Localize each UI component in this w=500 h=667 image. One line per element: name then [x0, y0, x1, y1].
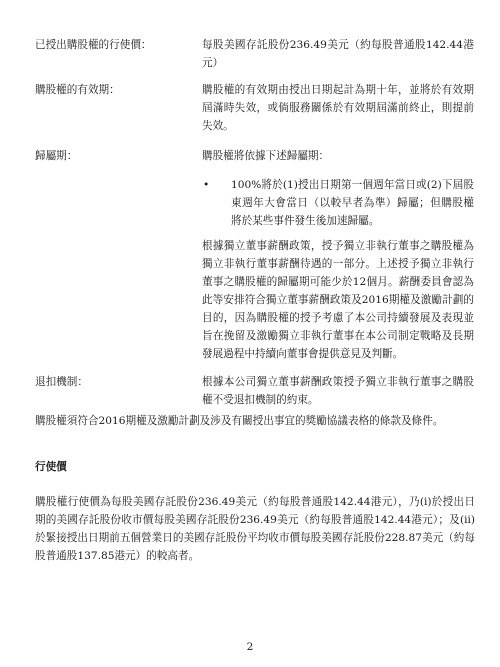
validity-period-value: 購股權的有效期由授出日期起計為期十年，並將於有效期屆滿時失效，或倘服務關係於有效期屆滿前終止，則提前失效。	[202, 84, 474, 132]
exercise-price-paragraph: 購股權行使價為每股美國存託股份236.49美元（約每股普通股142.44港元），乃(i)於授出日期的美國存託股份收市價每股美國存託股份236.49美元（約每股普通股142.44港元）；及(ii)於緊接授出日期前五個營業日的美國存託股份平均收市價每股美國存託股份228.87美元（約每股普通股137.85港元）的較高者。	[35, 496, 475, 562]
page-number: 2	[246, 641, 254, 653]
exercise-price-value: 每股美國存託股份236.49美元（約每股普通股142.44港元）	[202, 39, 474, 69]
clawback-value: 根據本公司獨立董事薪酬政策授予獨立非執行董事之購股權不受退扣機制的約束。	[202, 376, 474, 406]
clawback-label: 退扣機制：	[35, 376, 88, 388]
section-heading: 行使價	[35, 461, 67, 473]
terms-paragraph: 購股權須符合2016期權及激勵計劃及涉及有關授出事宜的獎勵協議表格的條款及條件。	[35, 415, 444, 427]
vesting-explanation-text: 根據獨立董事薪酬政策，授予獨立非執行董事之購股權為獨立非執行董事薪酬待遇的一部分。上述授予獨立非執行董事之購股權的歸屬期可能少於12個月。薪酬委員會認為此等安排符合獨立董事薪酬政策及2016期權及激勵計劃的目的，因為購股權的授予考慮了本公司持續發展及表現並旨在挽留及激勵獨立非執行董事在本公司制定戰略及長期發展過程中持續向董事會提供意見及判斷。	[202, 240, 474, 360]
vesting-period-label: 歸屬期：	[35, 150, 78, 162]
vesting-bullet-text: 100%將於(1)授出日期第一個週年當日或(2)下屆股東週年大會當日（以較早者為準）歸屬；但購股權將於某些事件發生後加速歸屬。	[231, 179, 474, 227]
bullet-icon: •	[203, 179, 210, 191]
validity-period-label: 購股權的有效期：	[35, 84, 120, 96]
vesting-period-value: 購股權將依據下述歸屬期：	[202, 150, 330, 162]
exercise-price-label: 已授出購股權的行使價：	[35, 39, 152, 51]
